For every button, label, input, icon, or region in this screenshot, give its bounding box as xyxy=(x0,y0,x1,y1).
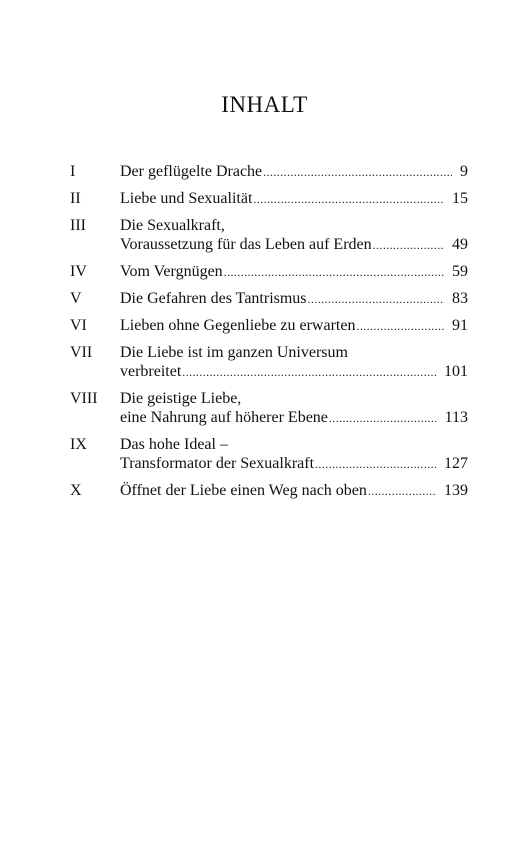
chapter-title-block xyxy=(120,262,468,282)
dot-leader xyxy=(224,263,444,282)
dot-leader xyxy=(253,190,444,209)
chapter-number: III xyxy=(70,217,86,234)
chapter-title-line: Liebe und Sexualität xyxy=(120,190,253,207)
table-of-contents xyxy=(70,162,468,508)
page-number: 49 xyxy=(452,236,468,253)
chapter-number: IX xyxy=(70,436,87,453)
toc-entry xyxy=(70,189,468,209)
chapter-title-row xyxy=(120,362,468,382)
chapter-number: II xyxy=(70,190,81,207)
chapter-title-block xyxy=(120,189,468,209)
toc-entry xyxy=(70,316,468,336)
page-number: 15 xyxy=(452,190,468,207)
toc-entry xyxy=(70,216,468,255)
page-number: 91 xyxy=(452,317,468,334)
chapter-title-line: Der geflügelte Drache xyxy=(120,163,263,180)
chapter-title-line: Transformator der Sexualkraft xyxy=(120,455,315,472)
chapter-title-row xyxy=(120,408,468,428)
page-number: 9 xyxy=(460,163,468,180)
chapter-title-line: Vom Vergnügen xyxy=(120,263,223,280)
dot-leader xyxy=(315,455,436,474)
dot-leader xyxy=(182,363,436,382)
dot-leader xyxy=(373,236,444,255)
chapter-title-line: Das hohe Ideal – xyxy=(120,436,228,453)
chapter-number: I xyxy=(70,163,76,180)
toc-entry xyxy=(70,162,468,182)
chapter-title-row xyxy=(120,316,468,336)
toc-entry xyxy=(70,389,468,428)
chapter-title-row xyxy=(120,262,468,282)
chapter-title-block xyxy=(120,216,468,255)
chapter-title-line: Die geistige Liebe, xyxy=(120,390,242,407)
chapter-number: IV xyxy=(70,263,87,280)
dot-leader xyxy=(356,317,444,336)
chapter-number: X xyxy=(70,482,82,499)
page-title: INHALT xyxy=(221,92,308,117)
chapter-number: VIII xyxy=(70,390,98,407)
chapter-title-line: eine Nahrung auf höherer Ebene xyxy=(120,409,328,426)
chapter-title-row xyxy=(120,235,468,255)
toc-entry xyxy=(70,343,468,382)
chapter-title-line: Lieben ohne Gegenliebe zu erwarten xyxy=(120,317,356,334)
chapter-title-line: Öffnet der Liebe einen Weg nach oben xyxy=(120,482,367,499)
dot-leader xyxy=(308,290,444,309)
chapter-number: VII xyxy=(70,344,93,361)
chapter-title-row xyxy=(120,454,468,474)
dot-leader xyxy=(368,482,436,501)
dot-leader xyxy=(329,409,437,428)
chapter-title-row xyxy=(120,481,468,501)
page-number: 59 xyxy=(452,263,468,280)
toc-entry xyxy=(70,435,468,474)
toc-entry xyxy=(70,289,468,309)
chapter-title-block xyxy=(120,389,468,428)
toc-entry xyxy=(70,481,468,501)
chapter-number: V xyxy=(70,290,82,307)
chapter-title-line: verbreitet xyxy=(120,363,182,380)
chapter-number: VI xyxy=(70,317,87,334)
dot-leader xyxy=(263,163,452,182)
chapter-title-line: Die Sexualkraft, xyxy=(120,217,225,234)
chapter-title-block xyxy=(120,162,468,182)
toc-entry xyxy=(70,262,468,282)
chapter-title-line: Die Gefahren des Tantrismus xyxy=(120,290,307,307)
chapter-title-line: Voraussetzung für das Leben auf Erden xyxy=(120,236,372,253)
chapter-title-block xyxy=(120,289,468,309)
chapter-title-block xyxy=(120,316,468,336)
page-number: 127 xyxy=(444,455,468,472)
chapter-title-row xyxy=(120,162,468,182)
chapter-title-row xyxy=(120,189,468,209)
chapter-title-block xyxy=(120,435,468,474)
chapter-title-block xyxy=(120,343,468,382)
chapter-title-line: Die Liebe ist im ganzen Universum xyxy=(120,344,348,361)
page-number: 83 xyxy=(452,290,468,307)
page-number: 113 xyxy=(444,409,468,426)
page-number: 101 xyxy=(444,363,468,380)
chapter-title-row xyxy=(120,289,468,309)
chapter-title-block xyxy=(120,481,468,501)
page-number: 139 xyxy=(444,482,468,499)
